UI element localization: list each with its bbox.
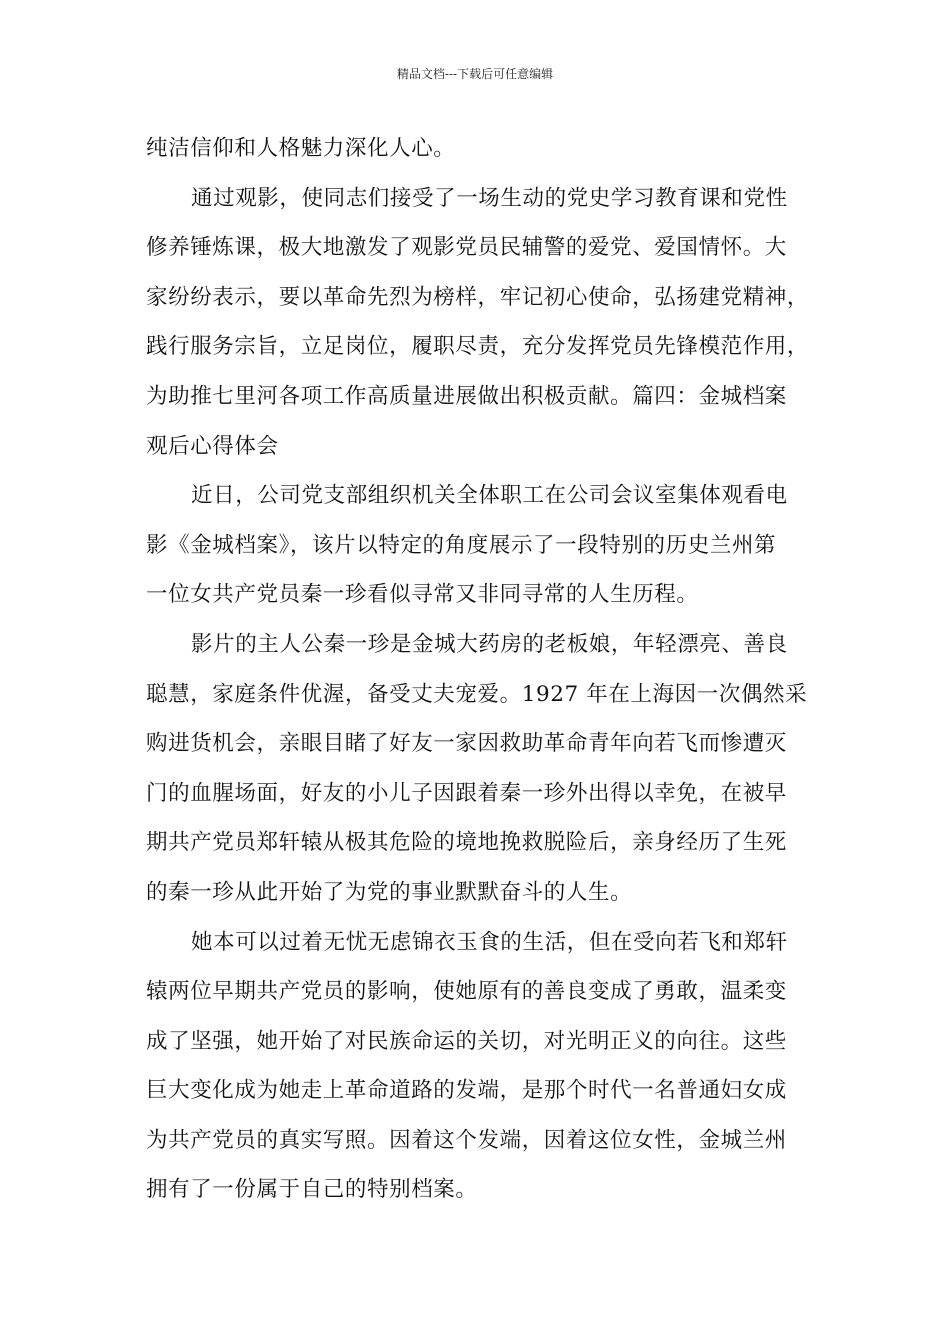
- text-line: 聪慧，家庭条件优渥，备受丈夫宠爱。1927 年在上海因一次偶然采: [146, 681, 808, 707]
- document-body: [146, 124, 818, 1215]
- page-header: 精品文档---下载后可任意编辑: [396, 67, 554, 81]
- text-line: 修养锤炼课，极大地激发了观影党员民辅警的爱党、爱国情怀。大: [146, 235, 787, 261]
- text-line: 影片的主人公秦一珍是金城大药房的老板娘，年轻漂亮、善良: [191, 631, 788, 657]
- text-line: 为助推七里河各项工作高质量进展做出积极贡献。篇四：金城档案: [146, 383, 787, 409]
- text-line: 一位女共产党员秦一珍看似寻常又非同寻常的人生历程。: [146, 582, 699, 608]
- text-line: 的秦一珍从此开始了为党的事业默默奋斗的人生。: [146, 879, 633, 905]
- text-line: 门的血腥场面，好友的小儿子因跟着秦一珍外出得以幸免，在被早: [146, 780, 787, 806]
- text-line: 巨大变化成为她走上革命道路的发端，是那个时代一名普通妇女成: [146, 1078, 787, 1104]
- text-line: 观后心得体会: [146, 433, 279, 459]
- text-line: 家纷纷表示，要以革命先烈为榜样，牢记初心使命，弘扬建党精神，: [146, 284, 810, 310]
- text-line: 近日，公司党支部组织机关全体职工在公司会议室集体观看电: [191, 483, 788, 509]
- text-line: 影《金城档案》，该片以特定的角度展示了一段特别的历史兰州第: [146, 532, 777, 558]
- text-line: 纯洁信仰和人格魅力深化人心。: [146, 136, 456, 161]
- text-line: 她本可以过着无忧无虑锦衣玉食的生活，但在受向若飞和郑轩: [191, 929, 788, 955]
- text-line: 为共产党员的真实写照。因着这个发端，因着这位女性，金城兰州: [146, 1127, 787, 1153]
- text-line: 期共产党员郑轩辕从极其危险的境地挽救脱险后，亲身经历了生死: [146, 830, 787, 856]
- text-line: 购进货机会，亲眼目睹了好友一家因救助革命青年向若飞而惨遭灭: [146, 731, 787, 757]
- text-line: 通过观影，使同志们接受了一场生动的党史学习教育课和党性: [191, 185, 788, 211]
- text-line: 拥有了一份属于自己的特别档案。: [146, 1177, 478, 1203]
- text-line: 成了坚强，她开始了对民族命运的关切，对光明正义的向往。这些: [146, 1028, 787, 1054]
- text-line: 辕两位早期共产党员的影响，使她原有的善良变成了勇敢，温柔变: [146, 979, 787, 1005]
- text-line: 践行服务宗旨，立足岗位，履职尽责，充分发挥党员先锋模范作用，: [146, 334, 810, 360]
